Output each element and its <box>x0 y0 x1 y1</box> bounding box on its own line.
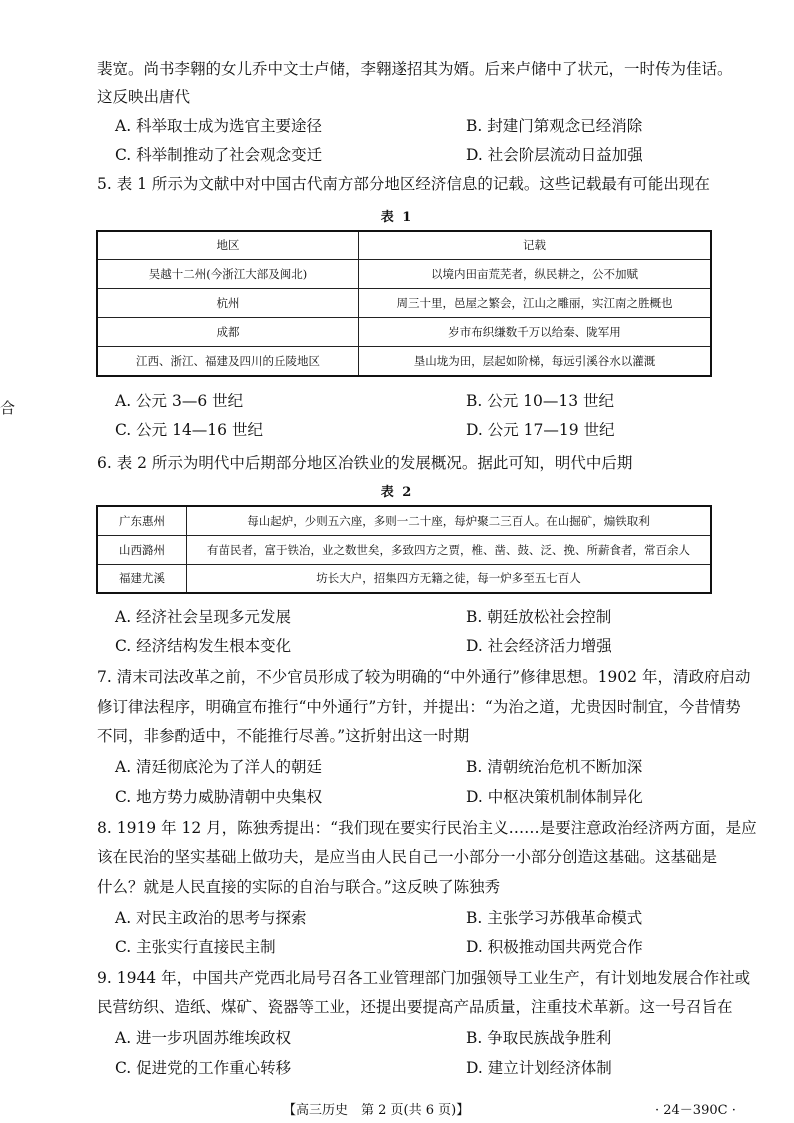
intro-option-b[interactable]: B. 封建门第观念已经消除 <box>466 117 643 135</box>
q6-option-b[interactable]: B. 朝廷放松社会控制 <box>466 608 612 626</box>
table1-header-record: 记载 <box>359 231 712 259</box>
q5-stem: 5. 表 1 所示为文献中对中国古代南方部分地区经济信息的记载。这些记载最有可能出现在 <box>97 175 710 193</box>
q5-option-c[interactable]: C. 公元 14—16 世纪 <box>115 421 263 439</box>
paper-code: · 24－390C · <box>655 1103 736 1118</box>
q7-option-d[interactable]: D. 中枢决策机制体制异化 <box>466 788 643 806</box>
q9-option-c[interactable]: C. 促进党的工作重心转移 <box>115 1059 292 1077</box>
intro-line-1: 裴宽。尚书李翱的女儿乔中文士卢储，李翱遂招其为婿。后来卢储中了状元，一时传为佳话。 <box>97 60 733 78</box>
q9-line-2: 民营纺织、造纸、煤矿、瓷器等工业，还提出要提高产品质量，注重技术革新。这一号召旨在 <box>97 998 733 1016</box>
table1 <box>96 230 712 377</box>
q5-option-d[interactable]: D. 公元 17—19 世纪 <box>466 421 615 439</box>
q6-option-a[interactable]: A. 经济社会呈现多元发展 <box>115 608 292 626</box>
q8-option-d[interactable]: D. 积极推动国共两党合作 <box>466 938 643 956</box>
q8-line-3: 什么？就是人民直接的实际的自治与联合。”这反映了陈独秀 <box>97 878 501 896</box>
q8-option-c[interactable]: C. 主张实行直接民主制 <box>115 938 276 956</box>
intro-line-2: 这反映出唐代 <box>97 88 191 106</box>
q7-line-3: 不同，非参酌适中，不能推行尽善。”这折射出这一时期 <box>97 727 470 745</box>
table2-row2-region: 山西潞州 <box>97 535 187 564</box>
q9-option-a[interactable]: A. 进一步巩固苏维埃政权 <box>115 1029 292 1047</box>
q9-line-1: 9. 1944 年，中国共产党西北局号召各工业管理部门加强领导工业生产，有计划地发展合作社或 <box>97 969 751 987</box>
q7-line-2: 修订律法程序，明确宣布推行“中外通行”方针，并提出：“为治之道，尤贵因时制宜，今昔情势 <box>97 698 741 716</box>
table2-row2-record: 有苗民者，富于铁冶，业之数世矣，多致四方之贾，椎、凿、鼓、泛、挽、所薪食者，常百余人 <box>187 535 712 564</box>
table1-row3-region: 成都 <box>97 317 359 346</box>
q8-option-b[interactable]: B. 主张学习苏俄革命模式 <box>466 909 643 927</box>
table1-title: 表 1 <box>380 210 414 225</box>
table2 <box>96 505 712 594</box>
q8-line-1: 8. 1919 年 12 月，陈独秀提出：“我们现在要实行民治主义……是要注意政治经济两方面，是应 <box>97 819 757 837</box>
intro-option-a[interactable]: A. 科举取士成为选官主要途径 <box>115 117 323 135</box>
table1-row1-record: 以境内田亩荒芜者，纵民耕之，公不加赋 <box>359 259 712 288</box>
table1-row2-record: 周三十里，邑屋之繁会，江山之雕丽，实江南之胜概也 <box>359 288 712 317</box>
q9-option-d[interactable]: D. 建立计划经济体制 <box>466 1059 612 1077</box>
q6-option-c[interactable]: C. 经济结构发生根本变化 <box>115 637 292 655</box>
q6-stem: 6. 表 2 所示为明代中后期部分地区冶铁业的发展概况。据此可知，明代中后期 <box>97 454 633 472</box>
table2-row3-region: 福建尤溪 <box>97 564 187 593</box>
q5-option-b[interactable]: B. 公元 10—13 世纪 <box>466 392 615 410</box>
q7-option-c[interactable]: C. 地方势力威胁清朝中央集权 <box>115 788 323 806</box>
table2-row1-region: 广东惠州 <box>97 506 187 535</box>
page-footer-label: 【高三历史 第 2 页(共 6 页)】 <box>283 1103 470 1118</box>
q7-line-1: 7. 清末司法改革之前，不少官员形成了较为明确的“中外通行”修律思想。1902 年，清政府启动 <box>97 668 751 686</box>
q7-option-a[interactable]: A. 清廷彻底沦为了洋人的朝廷 <box>115 758 323 776</box>
q9-option-b[interactable]: B. 争取民族战争胜利 <box>466 1029 612 1047</box>
table1-row1-region: 吴越十二州(今浙江大部及闽北) <box>97 259 359 288</box>
table1-header-region: 地区 <box>97 231 359 259</box>
q6-option-d[interactable]: D. 社会经济活力增强 <box>466 637 612 655</box>
q5-option-a[interactable]: A. 公元 3—6 世纪 <box>115 392 244 410</box>
table1-row3-record: 岁市布织缣数千万以给秦、陇军用 <box>359 317 712 346</box>
intro-option-d[interactable]: D. 社会阶层流动日益加强 <box>466 146 643 164</box>
margin-mark: 合 <box>0 399 16 417</box>
table2-row3-record: 坊长大户，招集四方无籍之徒，每一炉多至五七百人 <box>187 564 712 593</box>
q7-option-b[interactable]: B. 清朝统治危机不断加深 <box>466 758 643 776</box>
table2-title: 表 2 <box>380 485 414 500</box>
q8-option-a[interactable]: A. 对民主政治的思考与探索 <box>115 909 307 927</box>
table1-row2-region: 杭州 <box>97 288 359 317</box>
table1-row4-region: 江西、浙江、福建及四川的丘陵地区 <box>97 346 359 376</box>
table2-row1-record: 每山起炉，少则五六座，多则一二十座，每炉聚二三百人。在山掘矿，煽铁取利 <box>187 506 712 535</box>
intro-option-c[interactable]: C. 科举制推动了社会观念变迁 <box>115 146 323 164</box>
q8-line-2: 该在民治的坚实基础上做功夫，是应当由人民自己一小部分一小部分创造这基础。这基础是 <box>97 848 718 866</box>
table1-row4-record: 垦山垅为田，层起如阶梯，每远引溪谷水以灌溉 <box>359 346 712 376</box>
